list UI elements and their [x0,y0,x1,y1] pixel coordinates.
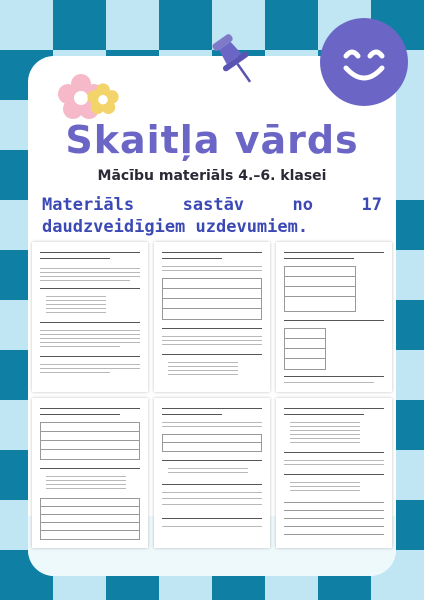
preview-page [32,242,148,392]
page-title: Skaitļa vārds [65,118,359,162]
flower-icon [86,82,120,116]
smiley-icon [320,18,408,106]
page-subtitle: Mācību materiāls 4.–6. klasei [97,168,327,184]
push-pin-icon [210,30,262,90]
preview-page [276,398,392,548]
content-card [28,56,396,576]
preview-page [32,398,148,548]
preview-page [276,242,392,392]
description-text: Materiāls sastāv no 17 daudzveidīgiem uzdevumiem. [42,195,382,237]
preview-page [154,398,270,548]
preview-page [154,242,270,392]
